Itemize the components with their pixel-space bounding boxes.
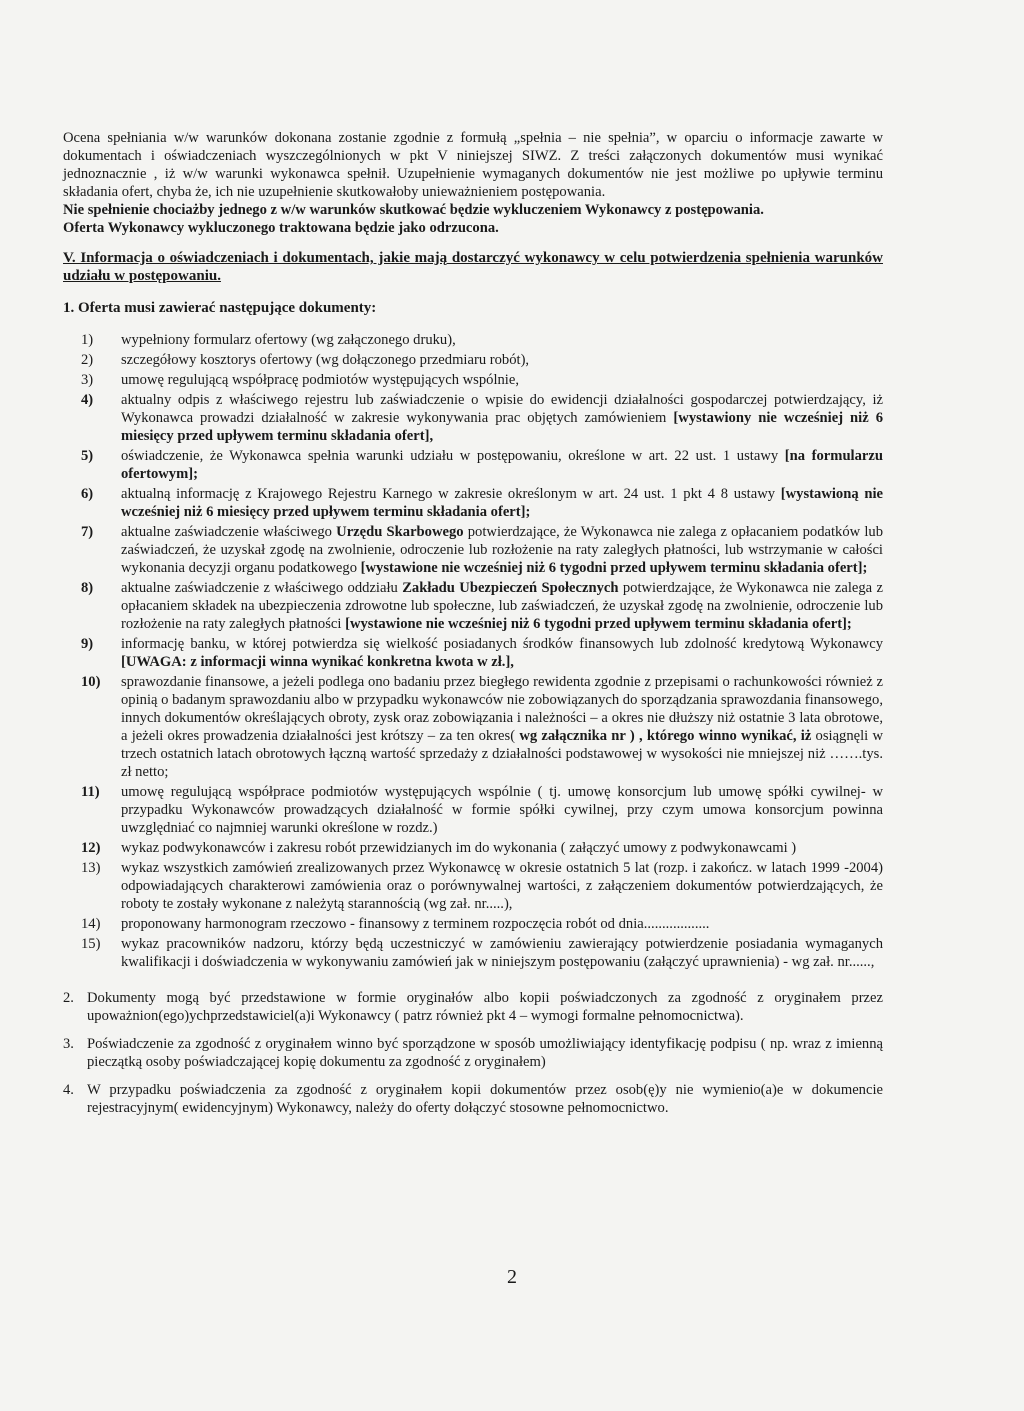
intro-paragraph: Ocena spełniania w/w warunków dokonana zostanie zgodnie z formułą „spełnia – nie spełnia”, w oparciu o informacje zawarte w dokumentach i oświadczeniach wyszczególnionych w pkt V niniejszej SIWZ. Z treści załączonych dokumentów musi wynikać jednoznacznie , iż w/w warunki wykonawca spełnił. Uzupełnienie wymaganych dokumentów nie jest możliwe po upływie terminu składania ofert, chyba że, ich nie uzupełnienie skutkowałoby unieważnieniem postępowania. — [63, 130, 883, 200]
list-item: 15) wykaz pracowników nadzoru, którzy będą uczestniczyć w zamówieniu zawierający potwierdzenie posiadania wymaganych kwalifikacji i doświadczenia w wykonywaniu zamówień jak w niniejszym postępowaniu (załączyć uprawnienia) - wg zał. nr......, — [81, 936, 883, 970]
list-item: 5) oświadczenie, że Wykonawca spełnia warunki udziału w postępowaniu, określone w art. 22 ust. 1 ustawy [na formularzu ofertowym]; — [81, 448, 883, 482]
page-content — [63, 129, 883, 1127]
list-item: 1) wypełniony formularz ofertowy (wg załączonego druku), — [81, 332, 456, 348]
list-item: 10) sprawozdanie finansowe, a jeżeli podlega ono badaniu przez biegłego rewidenta zgodnie z przepisami o rachunkowości również z opinią o badanym sprawozdaniu albo w przypadku wykonawców nie zobowiązanych do sporządzania sprawozdania finansowego, innych dokumentów określających obroty, zysk oraz zobowiązania i należności – a okres nie dłuższy niż ostatnie 3 lata obrotowe, a jeżeli okres prowadzenia działalności jest krótszy – za ten okres( wg załącznika nr ) , którego winno wynikać, iż osiągnęli w trzech ostatnich latach obrotowych łączną wartość sprzedaży z działalności podstawowej w wysokości nie mniejszej niż …….tys. zł netto; — [81, 674, 883, 780]
list-heading: 1. Oferta musi zawierać następujące dokumenty: — [63, 300, 377, 316]
list-item: 6) aktualną informację z Krajowego Rejestru Karnego w zakresie określonym w art. 24 ust. 1 pkt 4 8 ustawy [wystawioną nie wcześniej niż 6 miesięcy przed upływem terminu składania ofert]; — [81, 486, 883, 520]
list-item: 3) umowę regulującą współpracę podmiotów występujących wspólnie, — [81, 372, 519, 388]
page-number: 2 — [507, 1266, 517, 1288]
rejection-statement: Oferta Wykonawcy wykluczonego traktowana będzie jako odrzucona. — [63, 220, 499, 236]
list-item: 11) umowę regulującą współprace podmiotów występujących wspólnie ( tj. umowę konsorcjum lub umowę spółki cywilnej- w przypadku Wykonawców prowadzących działalność w formie spółki cywilnej, przy czym umowa konsorcjum powinna uwzględniać co najmniej warunki określone w rozdz.) — [81, 784, 883, 836]
additional-points-list — [63, 989, 883, 1117]
list-item: 4. W przypadku poświadczenia za zgodność z oryginałem kopii dokumentów przez osob(ę)y nie wymienio(a)e w dokumencie rejestracyjnym( ewidencyjnym) Wykonawcy, należy do oferty dołączyć stosowne pełnomocnictwo. — [63, 1082, 883, 1116]
section-heading: V. Informacja o oświadczeniach i dokumentach, jakie mają dostarczyć wykonawcy w celu potwierdzenia spełnienia warunków udziału w postępowaniu. — [63, 250, 883, 284]
list-item: 14) proponowany harmonogram rzeczowo - finansowy z terminem rozpoczęcia robót od dnia.................. — [81, 916, 710, 932]
list-item: 13) wykaz wszystkich zamówień zrealizowanych przez Wykonawcę w okresie ostatnich 5 lat (rozp. i zakończ. w latach 1999 -2004) odpowiadających charakterowi zamówienia oraz o porównywalnej wartości, z załączeniem dokumentów potwierdzających, że roboty te zostały wykonane z należytą starannością (wg zał. nr.....), — [81, 860, 883, 912]
list-item: 3. Poświadczenie za zgodność z oryginałem winno być sporządzone w sposób umożliwiający identyfikację podpisu ( np. wraz z imienną pieczątką osoby poświadczającej kopię dokumentu za zgodność z oryginałem) — [63, 1036, 883, 1070]
list-item: 4) aktualny odpis z właściwego rejestru lub zaświadczenie o wpisie do ewidencji działalności gospodarczej potwierdzający, iż Wykonawca prowadzi działalność w zakresie wykonywania prac objętych zamówieniem [wystawiony nie wcześniej niż 6 miesięcy przed upływem terminu składania ofert], — [81, 392, 884, 444]
list-item: 8) aktualne zaświadczenie z właściwego oddziału Zakładu Ubezpieczeń Społecznych potwierdzające, że Wykonawca nie zalega z opłacaniem składek na ubezpieczenia zdrowotne lub społeczne, lub zaświadczeń, że uzyskał zgodę na zwolnienie, odroczenie lub rozłożenie na raty zaległych płatności [wystawione nie wcześniej niż 6 tygodni przed upływem terminu składania ofert]; — [81, 580, 884, 632]
list-item: 12) wykaz podwykonawców i zakresu robót przewidzianych im do wykonania ( załączyć umowy z podwykonawcami ) — [81, 840, 797, 856]
list-item: 9) informację banku, w której potwierdza się wielkość posiadanych środków finansowych lub zdolność kredytową Wykonawcy [UWAGA: z informacji winna wynikać konkretna kwota w zł.], — [81, 636, 883, 670]
list-item: 2. Dokumenty mogą być przedstawione w formie oryginałów albo kopii poświadczonych za zgodność z oryginałem przez upoważnion(ego)ychprzedstawiciel(a)i Wykonawcy ( patrz również pkt 4 – wymogi formalne pełnomocnictwa). — [63, 990, 883, 1024]
documents-list — [63, 331, 883, 971]
exclusion-statement: Nie spełnienie chociażby jednego z w/w warunków skutkować będzie wykluczeniem Wykonawcy z postępowania. — [63, 202, 764, 218]
list-item: 7) aktualne zaświadczenie właściwego Urzędu Skarbowego potwierdzające, że Wykonawca nie zalega z opłacaniem podatków lub zaświadczeń, że uzyskał zgodę na zwolnienie, odroczenie lub rozłożenie na raty zaległych płatności, lub wstrzymanie w całości wykonania decyzji organu podatkowego [wystawione nie wcześniej niż 6 tygodni przed upływem terminu składania ofert]; — [81, 524, 883, 576]
list-item: 2) szczegółowy kosztorys ofertowy (wg dołączonego przedmiaru robót), — [81, 352, 530, 368]
